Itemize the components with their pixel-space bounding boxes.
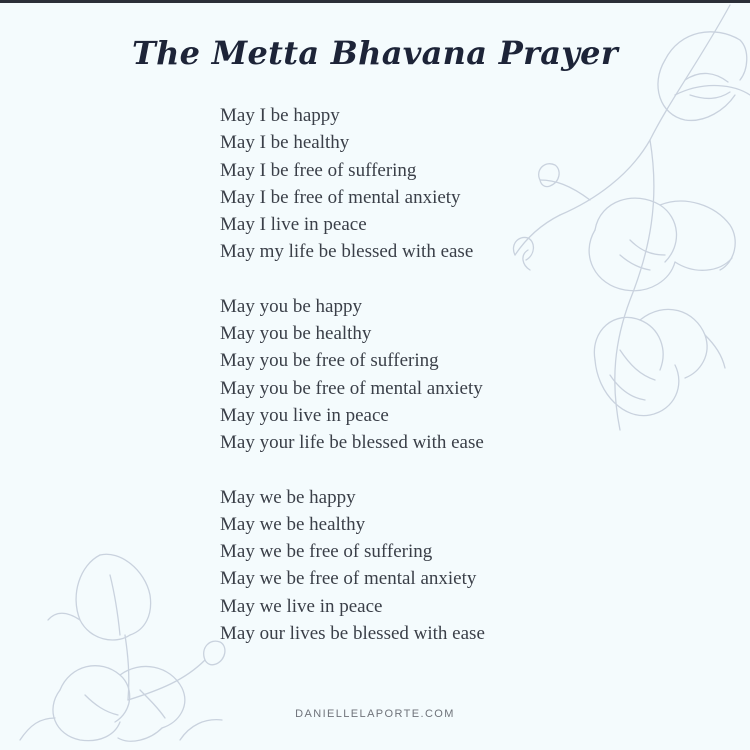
- prayer-poem: [220, 102, 640, 674]
- poem-line: May I be free of mental anxiety: [220, 186, 461, 208]
- page-title: The Metta Bhavana Prayer: [132, 34, 618, 72]
- poem-line: May you be free of mental anxiety: [220, 377, 483, 399]
- poem-line: May I live in peace: [220, 214, 367, 236]
- poem-line: May you be free of suffering: [220, 350, 439, 372]
- top-border: [0, 0, 750, 3]
- poem-line: May we be free of mental anxiety: [220, 568, 477, 590]
- poem-line: May I be healthy: [220, 132, 350, 154]
- poem-line: May you be happy: [220, 295, 362, 317]
- poem-line: May our lives be blessed with ease: [220, 623, 485, 645]
- poem-line: May your life be blessed with ease: [220, 432, 484, 454]
- poem-line: May you live in peace: [220, 404, 389, 426]
- poem-line: May I be free of suffering: [220, 159, 417, 181]
- stanza-we: [220, 484, 640, 648]
- stanza-you: [220, 293, 640, 457]
- poem-line: May we be free of suffering: [220, 541, 433, 563]
- poem-line: May I be happy: [220, 105, 340, 126]
- footer-website: DANIELLELAPORTE.COM: [295, 708, 455, 720]
- stanza-self: [220, 102, 640, 266]
- poem-line: May we be happy: [220, 486, 356, 508]
- poem-line: May we live in peace: [220, 595, 383, 617]
- poem-line: May we be healthy: [220, 513, 366, 535]
- poem-line: May you be healthy: [220, 323, 372, 345]
- poem-line: May my life be blessed with ease: [220, 241, 474, 263]
